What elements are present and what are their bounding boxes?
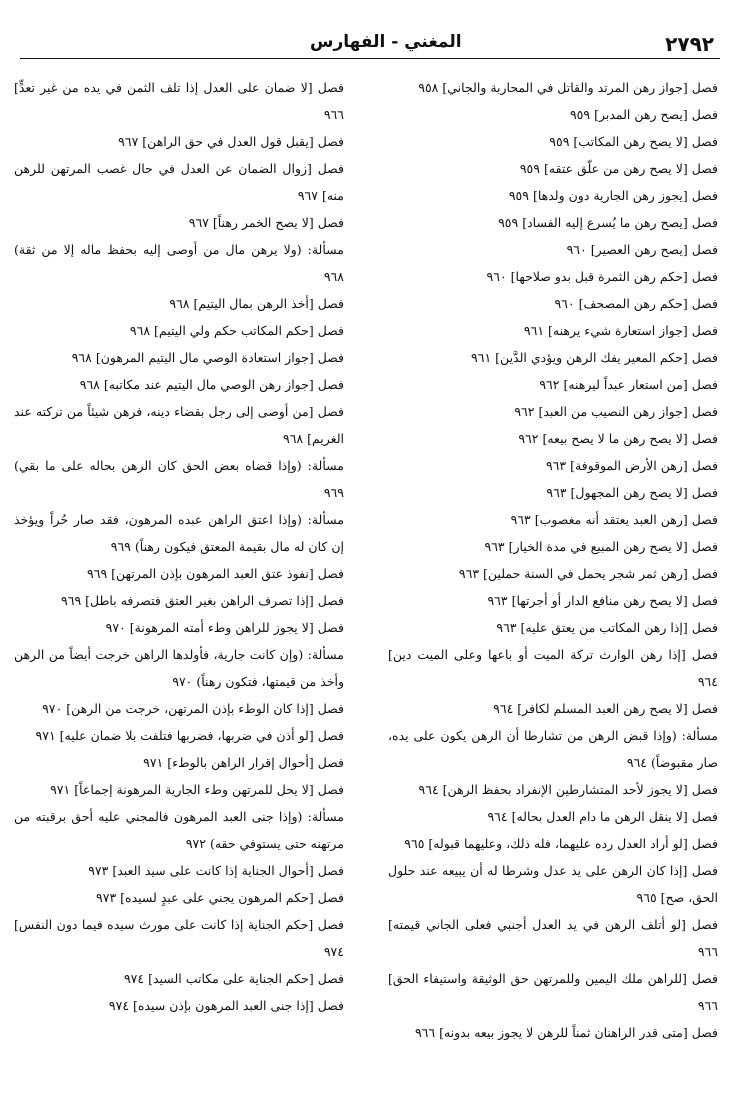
index-entry: فصل [لا يجوز للراهن وطء أمته المرهونة] ٩٧٠ [105, 620, 344, 635]
index-column-right [388, 74, 718, 1046]
index-entry: فصل [لا يصح الخمر رهناً] ٩٦٧ [188, 215, 344, 230]
index-entry: فصل [يصح رهن العصير] ٩٦٠ [566, 242, 718, 257]
index-entry: فصل [رهن العبد يعتقد أنه مغصوب] ٩٦٣ [510, 512, 718, 527]
index-entry: فصل [نفوذ عتق العبد المرهون بإذن المرتهن] ٩٦٩ [87, 566, 344, 581]
index-entry: فصل [للراهن ملك اليمين وللمرتهن حق الوثيقة واستيفاء الحق] ٩٦٦ [388, 971, 718, 1013]
index-column-left [14, 74, 344, 1019]
index-entry: فصل [حكم رهن المصحف] ٩٦٠ [554, 296, 718, 311]
index-entry: فصل [من أوصى إلى رجل بقضاء دينه، فرهن شيئاً من تركته عند الغريم] ٩٦٨ [14, 404, 344, 446]
index-entry: فصل [لو أذن في ضربها، فضربها فتلفت بلا ضمان عليه] ٩٧١ [35, 728, 344, 743]
index-entry: فصل [حكم المعير يفك الرهن ويؤدي الدَّين] ٩٦١ [471, 350, 718, 365]
index-entry: فصل [حكم الجناية إذا كانت على مورث سيده فيما دون النفس] ٩٧٤ [14, 917, 344, 959]
index-entry: فصل [متى قدر الراهنان ثمناً للرهن لا يجوز بيعه بدونه] ٩٦٦ [414, 1025, 718, 1040]
index-entry: مسألة: (ولا يرهن مال من أوصى إليه بحفظ ماله إلا من ثقة) ٩٦٨ [14, 242, 344, 284]
index-entry: فصل [لا يصح رهن من علّق عتقه] ٩٥٩ [519, 161, 718, 176]
index-entry: فصل [حكم الجناية على مكاتب السيد] ٩٧٤ [123, 971, 344, 986]
index-entry: فصل [أخذ الرهن بمال اليتيم] ٩٦٨ [169, 296, 344, 311]
index-entry: فصل [زوال الضمان عن العدل في حال غصب المرتهن للرهن منه] ٩٦٧ [14, 161, 344, 203]
index-entry: فصل [لا ينقل الرهن ما دام العدل بحاله] ٩٦٤ [487, 809, 718, 824]
index-entry: فصل [حكم المكاتب حكم ولي اليتيم] ٩٦٨ [129, 323, 344, 338]
index-entry: فصل [لا يصح رهن المجهول] ٩٦٣ [546, 485, 718, 500]
running-title: المغني - الفهارس [310, 32, 462, 52]
index-entry: فصل [من استعار عبداً ليرهنه] ٩٦٢ [539, 377, 718, 392]
index-entry: فصل [جواز رهن المرتد والقاتل في المحاربة والجاني] ٩٥٨ [418, 80, 718, 95]
page-header [20, 30, 720, 59]
index-entry: فصل [لا يصح رهن منافع الدار أو أجرتها] ٩٦٣ [487, 593, 718, 608]
index-entry: فصل [إذا رهن الوارث تركة الميت أو باعها وعلى الميت دين] ٩٦٤ [388, 647, 718, 689]
index-entry: فصل [حكم رهن الثمرة قبل بدو صلاحها] ٩٦٠ [486, 269, 718, 284]
index-entry: مسألة: (وإذا جنى العبد المرهون فالمجني عليه أحق برقبته من مرتهنه حتى يستوفي حقه) ٩٧٢ [14, 809, 344, 851]
index-entry: فصل [يصح رهن المدبر] ٩٥٩ [569, 107, 718, 122]
page-number: ٢٧٩٢ [665, 32, 714, 56]
index-entry: فصل [رهن ثمر شجر يحمل في السنة حملين] ٩٦٣ [458, 566, 718, 581]
index-entry: فصل [لا يصح رهن ما لا يصح بيعه] ٩٦٢ [518, 431, 718, 446]
index-entry: فصل [إذا كان الرهن على يد عدل وشرطا له أن يبيعه عند حلول الحق، صح] ٩٦٥ [388, 863, 718, 905]
index-entry: مسألة: (وإذا اعتق الراهن عبده المرهون، فقد صار حُراً ويؤخذ إن كان له مال بقيمة المعتق فيكون رهناً) ٩٦٩ [14, 512, 344, 554]
index-entry: فصل [أحوال إقرار الراهن بالوطء] ٩٧١ [143, 755, 344, 770]
index-entry: فصل [أحوال الجناية إذا كانت على سيد العبد] ٩٧٣ [88, 863, 344, 878]
index-entry: فصل [رهن الأرض الموقوفة] ٩٦٣ [545, 458, 718, 473]
index-entry: فصل [لا يصح رهن المبيع في مدة الخيار] ٩٦٣ [484, 539, 718, 554]
index-entry: مسألة: (وإذا قبض الرهن من تشارطا أن الرهن يكون على يده، صار مقبوضاً) ٩٦٤ [388, 728, 718, 770]
index-entry: فصل [لا ضمان على العدل إذا تلف الثمن في يده من غير تعدٍّ] ٩٦٦ [14, 80, 344, 122]
index-entry: فصل [جواز استعارة شيء يرهنه] ٩٦١ [523, 323, 718, 338]
index-entry: فصل [لو أتلف الرهن في يد العدل أجنبي فعلى الجاني قيمته] ٩٦٦ [388, 917, 718, 959]
index-entry: فصل [لا يصح رهن العبد المسلم لكافر] ٩٦٤ [493, 701, 718, 716]
index-entry: فصل [يقبل قول العدل في حق الراهن] ٩٦٧ [118, 134, 344, 149]
index-entry: فصل [حكم المرهون يجني على عبدٍ لسيده] ٩٧٣ [96, 890, 344, 905]
index-entry: فصل [يصح رهن ما يُسرع إليه الفساد] ٩٥٩ [498, 215, 718, 230]
index-entry: مسألة: (وإذا قضاه بعض الحق كان الرهن بحاله على ما بقي) ٩٦٩ [14, 458, 344, 500]
index-entry: مسألة: (وإن كانت جارية، فأولدها الراهن خرجت أيضاً من الرهن وأخذ من قيمتها، فتكون رهناً) ٩٧٠ [14, 647, 344, 689]
index-entry: فصل [لا يجوز لأحد المتشارطين الإنفراد بحفظ الرهن] ٩٦٤ [418, 782, 718, 797]
index-entry: فصل [جواز رهن الوصي مال اليتيم عند مكاتبه] ٩٦٨ [79, 377, 344, 392]
index-entry: فصل [جواز رهن النصيب من العبد] ٩٦٢ [514, 404, 718, 419]
index-entry: فصل [لو أراد العدل رده عليهما، فله ذلك، وعليهما قبوله] ٩٦٥ [404, 836, 718, 851]
index-entry: فصل [إذا رهن المكاتب من يعتق عليه] ٩٦٣ [496, 620, 718, 635]
index-entry: فصل [إذا تصرف الراهن بغير العتق فتصرفه باطل] ٩٦٩ [61, 593, 344, 608]
index-entry: فصل [لا يصح رهن المكاتب] ٩٥٩ [549, 134, 718, 149]
index-entry: فصل [يجوز رهن الجارية دون ولدها] ٩٥٩ [508, 188, 718, 203]
index-entry: فصل [إذا جنى العبد المرهون بإذن سيده] ٩٧٤ [108, 998, 344, 1013]
index-entry: فصل [جواز استعادة الوصي مال اليتيم المرهون] ٩٦٨ [71, 350, 344, 365]
index-entry: فصل [لا يحل للمرتهن وطء الجارية المرهونة إجماعاً] ٩٧١ [50, 782, 344, 797]
index-entry: فصل [إذا كان الوطء بإذن المرتهن، خرجت من الرهن] ٩٧٠ [42, 701, 344, 716]
